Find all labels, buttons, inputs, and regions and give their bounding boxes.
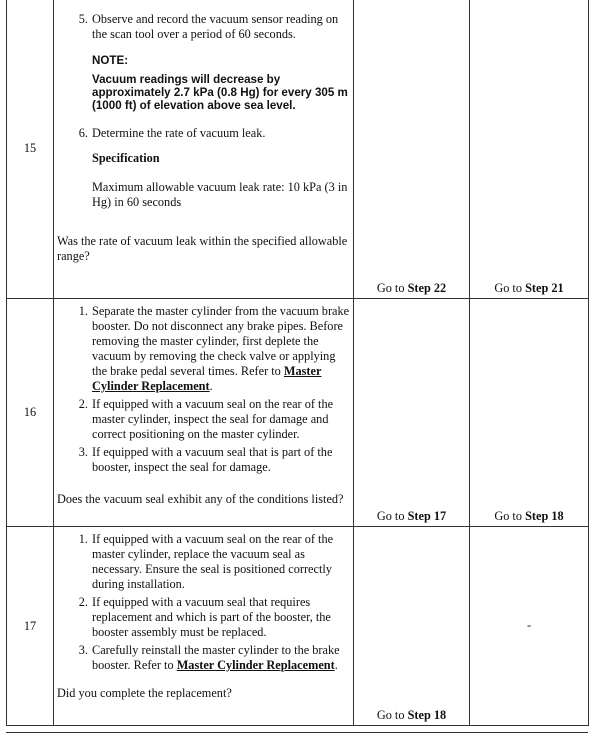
action-item-2: 2. If equipped with a vacuum seal that requires replacement and which is part of the booster, the booster assembly must be replaced.	[91, 595, 351, 640]
note-title: NOTE:	[92, 54, 129, 67]
yes-cell	[354, 0, 470, 299]
yes-cell	[354, 527, 470, 726]
diagnostic-table	[6, 0, 589, 726]
action-item-3: 3. If equipped with a vacuum seal that is part of the booster, inspect the seal for damage.	[91, 445, 351, 475]
yes-prefix: Go to	[376, 708, 408, 722]
action-item-6: 6. Determine the rate of vacuum leak.	[91, 126, 351, 141]
action-list	[57, 532, 351, 673]
yes-prefix: Go to	[376, 509, 408, 523]
action-cell	[54, 299, 354, 527]
yes-prefix: Go to	[376, 281, 408, 295]
note-box	[92, 54, 351, 112]
no-step-link[interactable]: Step 18	[525, 509, 564, 523]
action-list	[57, 12, 351, 42]
action-cell	[54, 0, 354, 299]
no-prefix: Go to	[494, 509, 526, 523]
master-cylinder-replacement-link[interactable]: Master Cylinder Replacement	[176, 658, 335, 672]
table-row-step-15	[7, 0, 589, 299]
no-cell	[470, 299, 589, 527]
step-number: 15	[23, 141, 37, 155]
action-item-3: 3. Carefully reinstall the master cylinder to the brake booster. Refer to Master Cylinder Replacement.	[91, 643, 351, 673]
table-row-step-17	[7, 527, 589, 726]
action-item-5: 5. Observe and record the vacuum sensor reading on the scan tool over a period of 60 seconds.	[91, 12, 351, 42]
action-cell	[54, 527, 354, 726]
action-item-1: 1. Separate the master cylinder from the vacuum brake booster. Do not disconnect any brake pipes. Before removing the master cylinder, first deplete the vacuum by removing the check valve or applying the brake pedal several times. Refer to Master Cylinder Replacement.	[91, 304, 351, 394]
action-item-2: 2. If equipped with a vacuum seal on the rear of the master cylinder, inspect the seal for damage and correct positioning on the master cylinder.	[91, 397, 351, 442]
specification-heading: Specification	[92, 151, 160, 165]
table-row-step-16	[7, 299, 589, 527]
action-list-continued	[57, 126, 351, 141]
step-number-cell	[7, 299, 54, 527]
no-step-link[interactable]: Step 21	[525, 281, 564, 295]
master-cylinder-replacement-link[interactable]: Master Cylinder Replacement	[92, 364, 322, 393]
specification-text: Maximum allowable vacuum leak rate: 10 kPa (3 in Hg) in 60 seconds	[92, 180, 348, 209]
bottom-divider	[6, 732, 588, 733]
step-number: 16	[23, 405, 37, 419]
question-text: Did you complete the replacement?	[57, 686, 232, 700]
yes-step-link[interactable]: Step 17	[407, 509, 447, 523]
no-cell	[470, 0, 589, 299]
yes-step-link[interactable]: Step 22	[407, 281, 447, 295]
yes-step-link[interactable]: Step 18	[407, 708, 447, 722]
step-number: 17	[23, 618, 37, 633]
action-item-1: 1. If equipped with a vacuum seal on the rear of the master cylinder, replace the vacuum seal as necessary. Ensure the seal is positioned correctly during installation.	[91, 532, 351, 592]
question-text: Was the rate of vacuum leak within the specified allowable range?	[57, 234, 348, 263]
action-list	[57, 304, 351, 475]
no-prefix: Go to	[494, 281, 526, 295]
step-number-cell	[7, 527, 54, 726]
no-cell	[470, 527, 589, 726]
question-text: Does the vacuum seal exhibit any of the conditions listed?	[57, 492, 344, 506]
no-text: -	[526, 617, 532, 632]
note-text: Vacuum readings will decrease by approximately 2.7 kPa (0.8 Hg) for every 305 m (1000 ft) of elevation above sea level.	[92, 73, 348, 112]
yes-cell	[354, 299, 470, 527]
step-number-cell	[7, 0, 54, 299]
